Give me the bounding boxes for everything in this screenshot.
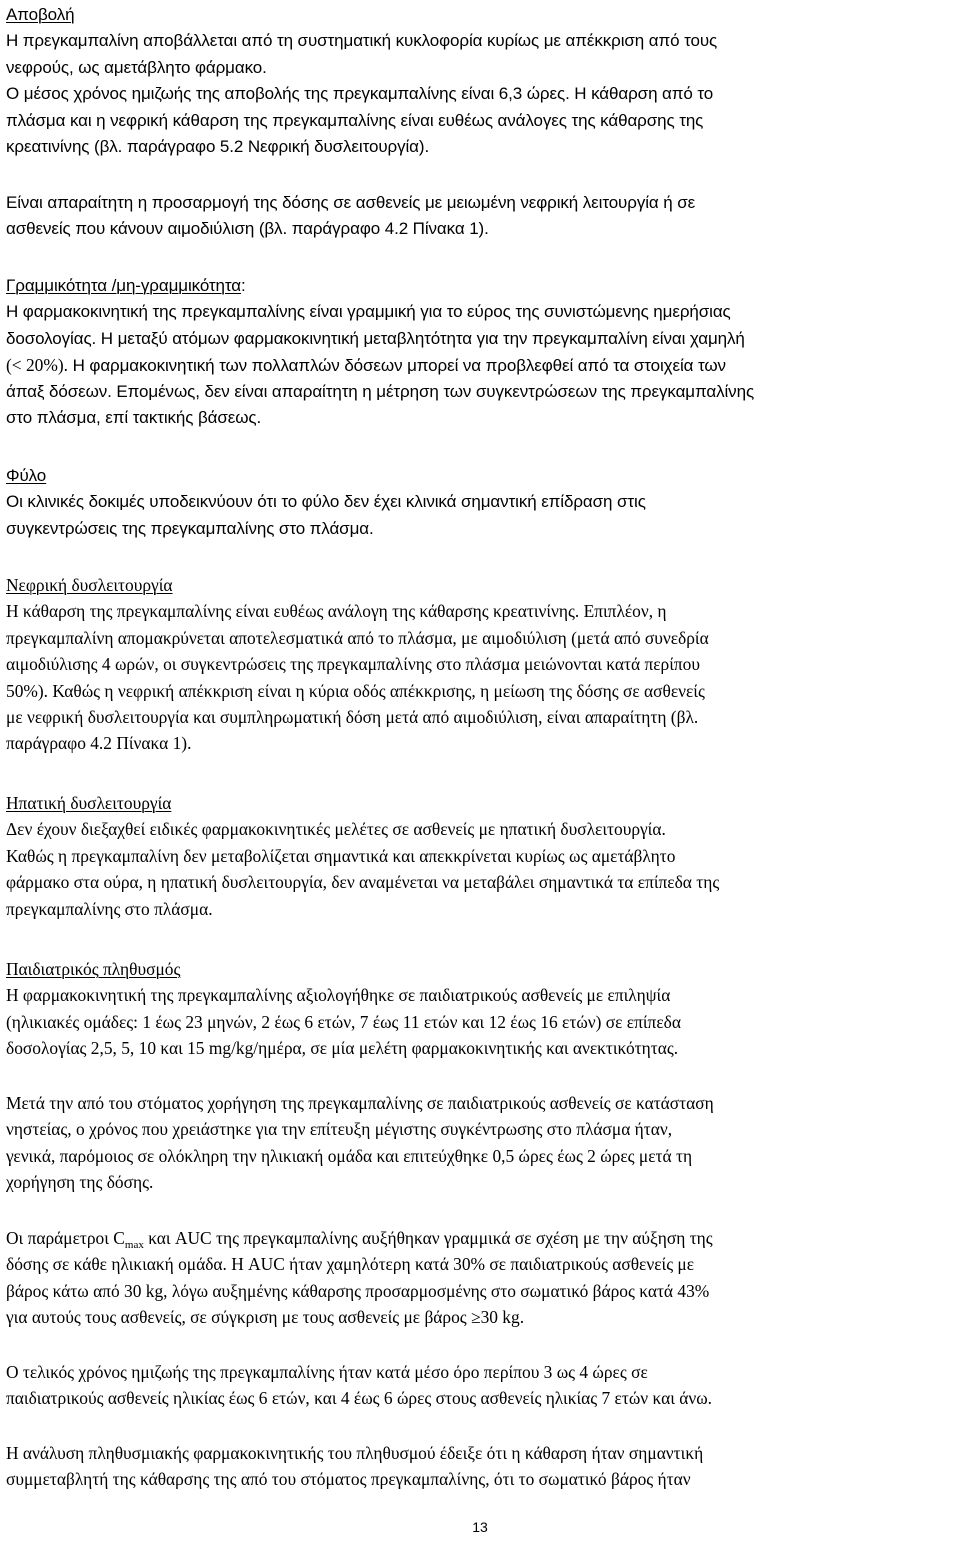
text-line: (ηλικιακές ομάδες: 1 έως 23 μηνών, 2 έως 6 ετών, 7 έως 11 ετών και 12 έως 16 ετών) σε επίπεδα — [6, 1011, 681, 1032]
text-line: νηστείας, ο χρόνος που χρειάστηκε για την επίτευξη μέγιστης συγκέντρωσης στο πλάσμα ήταν, — [6, 1119, 673, 1140]
text-segment-serif: (< 20%). — [6, 355, 68, 376]
text-line: συγκεντρώσεις της πρεγκαμπαλίνης στο πλάσμα. — [6, 518, 374, 538]
section-heading: Γραμμικότητα /μη-γραμμικότητα — [6, 276, 242, 295]
text-line: παράγραφο 4.2 Πίνακα 1). — [6, 733, 192, 754]
section-heading: Νεφρική δυσλειτουργία — [6, 575, 173, 595]
section-heading: Φύλο — [6, 466, 47, 485]
section-heading: Ηπατική δυσλειτουργία — [6, 793, 172, 813]
text-line: νεφρούς, ως αμετάβλητο φάρμακο. — [6, 57, 267, 77]
text-line: κρεατινίνης (βλ. παράγραφο 5.2 Νεφρική δυσλειτουργία). — [6, 136, 430, 156]
text-line: δοσολογίας 2,5, 5, 10 και 15 mg/kg/ημέρα, σε μία μελέτη φαρμακοκινητικής και ανεκτικότητας. — [6, 1038, 679, 1059]
text-line: 50%). Καθώς η νεφρική απέκκριση είναι η κύρια οδός απέκκρισης, η μείωση της δόσης σε ασθενείς — [6, 680, 705, 701]
text-line: Ο τελικός χρόνος ημιζωής της πρεγκαμπαλίνης ήταν κατά μέσο όρο περίπου 3 ως 4 ώρες σε — [6, 1362, 648, 1382]
text-line: Η φαρμακοκινητική της πρεγκαμπαλίνης αξιολογήθηκε σε παιδιατρικούς ασθενείς με επιληψία — [6, 985, 671, 1006]
text-segment: Οι παράμετροι C — [6, 1228, 125, 1248]
text-line: Ο μέσος χρόνος ημιζωής της αποβολής της πρεγκαμπαλίνης είναι 6,3 ώρες. Η κάθαρση από το — [6, 84, 714, 104]
text-line: Οι κλινικές δοκιμές υποδεικνύουν ότι το φύλο δεν έχει κλινικά σημαντική επίδραση στις — [6, 492, 646, 512]
text-line: πρεγκαμπαλίνη απομακρύνεται αποτελεσματικά από το πλάσμα, με αιμοδιύλιση (μετά από συνεδρία — [6, 627, 709, 648]
section-heading: Αποβολή — [6, 5, 75, 24]
text-line: φάρμακο στα ούρα, η ηπατική δυσλειτουργία, δεν αναμένεται να μεταβάλει σημαντικά τα επίπεδα της — [6, 872, 720, 893]
text-line: άπαξ δόσεων. Επομένως, δεν είναι απαραίτητη η μέτρηση των συγκεντρώσεων της πρεγκαμπαλίνης — [6, 381, 755, 401]
text-line: γενικά, παρόμοιος σε ολόκληρη την ηλικιακή ομάδα και επιτεύχθηκε 0,5 ώρες έως 2 ώρες μετά τη — [6, 1145, 693, 1166]
text-line: πλάσμα και η νεφρική κάθαρση της πρεγκαμπαλίνης είναι ευθέως ανάλογες της κάθαρσης της — [6, 110, 704, 130]
section-linearity — [6, 273, 954, 431]
paragraph-tmax — [6, 1090, 954, 1196]
text-line: Μετά την από του στόματος χορήγηση της πρεγκαμπαλίνης σε παιδιατρικούς ασθενείς σε κατάσταση — [6, 1093, 714, 1113]
text-line: στο πλάσμα, επί τακτικής βάσεως. — [6, 407, 262, 427]
text-segment: και AUC της πρεγκαμπαλίνης αυξήθηκαν γραμμικά σε σχέση με την αύξηση της — [143, 1228, 713, 1248]
section-elimination — [6, 2, 954, 160]
text-line: χορήγηση της δόσης. — [6, 1172, 154, 1193]
text-line: παιδιατρικούς ασθενείς ηλικίας έως 6 ετών, και 4 έως 6 ώρες στους ασθενείς ηλικίας 7 ετών και άνω. — [6, 1388, 712, 1409]
text-line — [6, 1225, 954, 1251]
text-line: Η ανάλυση πληθυσμιακής φαρμακοκινητικής του πληθυσμού έδειξε ότι η κάθαρση ήταν σημαντική — [6, 1443, 704, 1463]
subscript-max: max — [124, 1239, 144, 1251]
text-line: Η φαρμακοκινητική της πρεγκαμπαλίνης είναι γραμμική για το εύρος της συνιστώμενης ημερήσιας — [6, 302, 731, 322]
text-line: ασθενείς που κάνουν αιμοδιύλιση (βλ. παράγραφο 4.2 Πίνακα 1). — [6, 219, 489, 239]
paragraph-half-life — [6, 1359, 954, 1412]
text-line: δόσης σε κάθε ηλικιακή ομάδα. Η AUC ήταν χαμηλότερη κατά 30% σε παιδιατρικούς ασθενείς με — [6, 1254, 695, 1275]
text-line: με νεφρική δυσλειτουργία και συμπληρωματική δόση μετά από αιμοδιύλιση, είναι απαραίτητη (βλ. — [6, 706, 699, 727]
text-line: Είναι απαραίτητη η προσαρμογή της δόσης σε ασθενείς με μειωμένη νεφρική λειτουργία ή σε — [6, 193, 696, 212]
section-renal-impairment — [6, 572, 954, 757]
section-hepatic-impairment — [6, 790, 954, 922]
paragraph-cmax-auc — [6, 1225, 954, 1331]
text-line: αιμοδιύλισης 4 ωρών, οι συγκεντρώσεις της πρεγκαμπαλίνης στο πλάσμα μειώνονται κατά περίπου — [6, 654, 700, 675]
section-paediatric — [6, 956, 954, 1062]
section-heading: Παιδιατρικός πληθυσμός — [6, 959, 181, 979]
section-heading-line — [6, 273, 954, 299]
text-line: για αυτούς τους ασθενείς, σε σύγκριση με τους ασθενείς με βάρος ≥30 kg. — [6, 1307, 525, 1328]
paragraph-population-pk — [6, 1440, 954, 1493]
text-line-mixed — [6, 352, 954, 378]
text-line: Δεν έχουν διεξαχθεί ειδικές φαρμακοκινητικές μελέτες σε ασθενείς με ηπατική δυσλειτουργία. — [6, 819, 666, 840]
heading-colon: : — [241, 276, 246, 295]
page-number: 13 — [472, 1519, 488, 1535]
text-line: Η κάθαρση της πρεγκαμπαλίνης είναι ευθέως ανάλογη της κάθαρσης κρεατινίνης. Επιπλέον, η — [6, 601, 667, 622]
text-line: βάρος κάτω από 30 kg, λόγω αυξημένης κάθαρσης προσαρμοσμένης στο σωματικό βάρος κατά 43% — [6, 1280, 710, 1301]
paragraph-dose-adjustment — [6, 190, 954, 243]
text-line: συμμεταβλητή της κάθαρσης της από του στόματος πρεγκαμπαλίνης, ότι το σωματικό βάρος ήταν — [6, 1469, 691, 1490]
text-line: Καθώς η πρεγκαμπαλίνη δεν μεταβολίζεται σημαντικά και απεκκρίνεται κυρίως ως αμετάβλητο — [6, 845, 676, 866]
text-line: δοσολογίας. Η μεταξύ ατόμων φαρμακοκινητική μεταβλητότητα για την πρεγκαμπαλίνη είναι χαμηλή — [6, 328, 745, 348]
text-line: Η πρεγκαμπαλίνη αποβάλλεται από τη συστηματική κυκλοφορία κυρίως με απέκκριση από τους — [6, 31, 718, 51]
section-sex — [6, 463, 954, 542]
text-segment-sans: Η φαρμακοκινητική των πολλαπλών δόσεων μπορεί να προβλεφθεί από τα στοιχεία των — [67, 356, 726, 376]
text-line: πρεγκαμπαλίνης στο πλάσμα. — [6, 898, 213, 919]
